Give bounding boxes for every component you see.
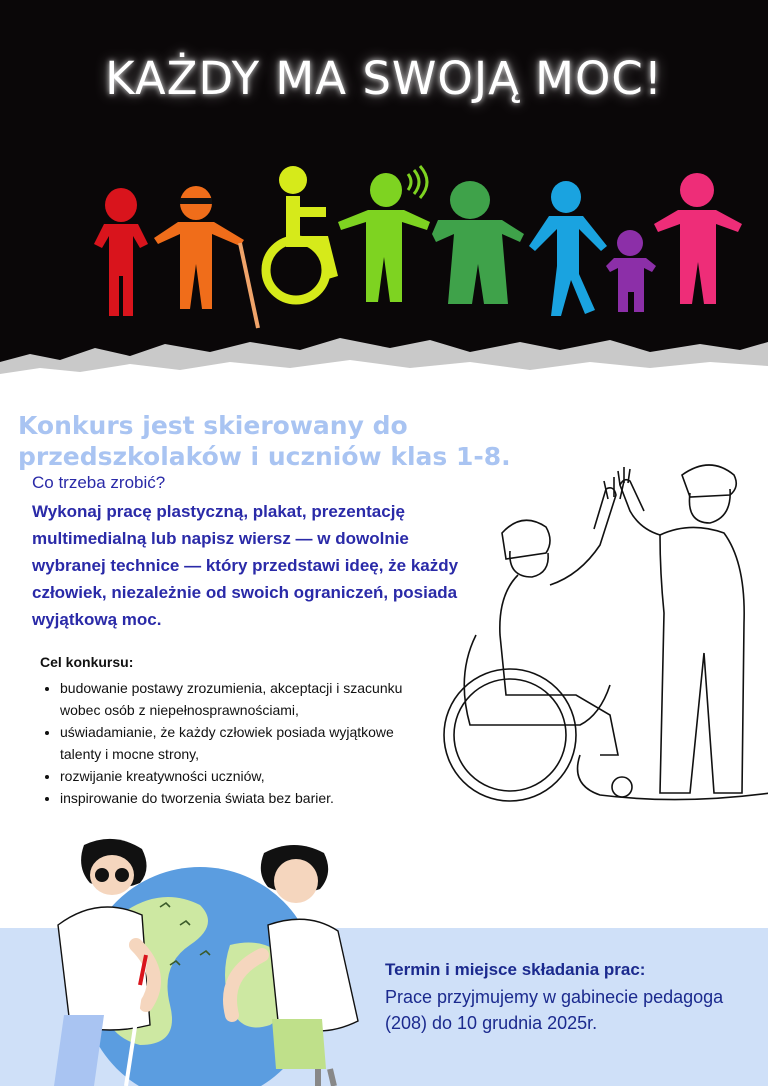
figure-yellow-wheelchair bbox=[266, 166, 338, 300]
list-item: • budowanie postawy zrozumienia, akceptacji i szacunku wobec osób z niepełnosprawnościami, bbox=[60, 677, 430, 721]
figure-blue bbox=[529, 181, 607, 316]
list-item: • rozwijanie kreatywności uczniów, bbox=[60, 765, 430, 787]
deadline-block bbox=[385, 960, 755, 1036]
header-banner bbox=[0, 0, 768, 390]
page-title: KAŻDY MA SWOJĄ MOC! bbox=[105, 52, 663, 105]
torn-paper-edge bbox=[0, 318, 768, 390]
deadline-text: Prace przyjmujemy w gabinecie pedagoga (208) do 10 grudnia 2025r. bbox=[385, 987, 724, 1033]
figure-red bbox=[94, 188, 148, 316]
figure-green bbox=[338, 166, 430, 302]
task-description: Wykonaj pracę plastyczną, plakat, prezentację multimedialną lub napisz wiersz — w dowolnie wybranej technice — który przedstawi ideę, że każdy człowiek, niezależnie od swoich ograniczeń, posiada wyjątkową moc. bbox=[32, 502, 459, 629]
paper-figures-illustration bbox=[0, 0, 768, 340]
figure-purple bbox=[606, 230, 656, 312]
high-five-line-drawing bbox=[430, 435, 768, 815]
children-with-globe-illustration bbox=[0, 835, 380, 1086]
figure-pink bbox=[654, 173, 742, 304]
headline: Konkurs jest skierowany do przedszkolaków i uczniów klas 1-8. bbox=[18, 411, 511, 471]
list-item: • uświadamianie, że każdy człowiek posiada wyjątkowe talenty i mocne strony, bbox=[60, 721, 430, 765]
goals-title: Cel konkursu: bbox=[40, 654, 134, 670]
figure-darkgreen bbox=[432, 181, 524, 304]
question-text: Co trzeba zrobić? bbox=[32, 473, 166, 492]
figure-orange bbox=[154, 186, 258, 328]
goals-list bbox=[40, 677, 430, 809]
deadline-title: Termin i miejsce składania prac: bbox=[385, 960, 646, 979]
list-item: • inspirowanie do tworzenia świata bez barier. bbox=[60, 787, 430, 809]
